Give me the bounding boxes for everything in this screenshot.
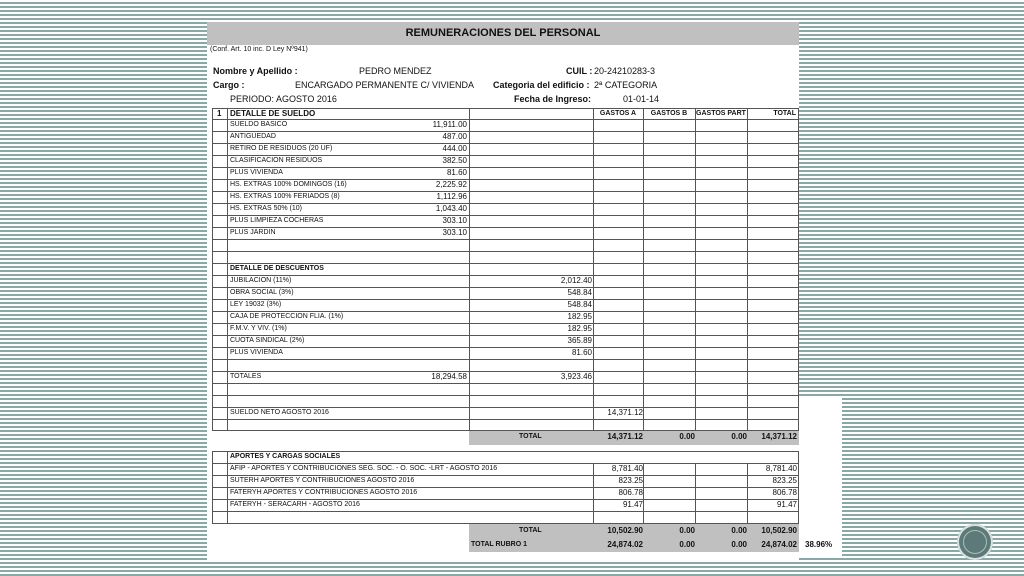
aporte-item-label: FATERYH - SERACARH - AGOSTO 2016 (230, 501, 360, 508)
rubro-part: 0.00 (731, 540, 747, 549)
cuil-value: 20-24210283-3 (594, 66, 656, 76)
sueldo-item-label: HS. EXTRAS 100% DOMINGOS (16) (230, 181, 347, 188)
descuento-item-value: 182.95 (567, 324, 592, 333)
name-value: PEDRO MENDEZ (359, 66, 432, 76)
cargo-value: ENCARGADO PERMANENTE C/ VIVIENDA (295, 80, 475, 90)
sueldo-item-value: 11,911.00 (432, 120, 467, 129)
sueldo-item-label: PLUS LIMPIEZA COCHERAS (230, 217, 324, 224)
descuento-item-label: PLUS VIVIENDA (230, 349, 283, 356)
col-total: TOTAL (773, 110, 796, 117)
descuento-item-value: 182.95 (567, 312, 592, 321)
aporte-item-label: AFIP - APORTES Y CONTRIBUCIONES SEG. SOC. - O. SOC. -LRT - AGOSTO 2016 (230, 465, 498, 472)
sueldo-item-label: CLASIFICACION RESIDUOS (230, 157, 323, 164)
ingreso-value: 01-01-14 (623, 94, 660, 104)
descuento-item-label: OBRA SOCIAL (3%) (230, 289, 294, 296)
aporte-item-total: 8,781.40 (765, 464, 797, 473)
col-gastos-b: GASTOS B (650, 110, 688, 117)
descuento-item-label: F.M.V. Y VIV. (1%) (230, 325, 287, 332)
sheet-title: REMUNERACIONES DEL PERSONAL (207, 22, 799, 45)
legal-reference: (Conf. Art. 10 inc. D Ley Nº941) (210, 46, 308, 53)
sueldo-item-value: 2,225.92 (435, 180, 467, 189)
descuento-item-label: LEY 19032 (3%) (230, 301, 282, 308)
aporte-item-label: SUTERH APORTES Y CONTRIBUCIONES AGOSTO 2016 (230, 477, 415, 484)
slide-nav-button[interactable] (957, 524, 993, 560)
aporte-item-a: 91.47 (622, 500, 643, 509)
descuento-item-value: 2,012.40 (560, 276, 592, 285)
descuento-item-value: 365.89 (567, 336, 592, 345)
aportes-total-total: 10,502.90 (761, 526, 797, 535)
sueldo-item-value: 382.50 (442, 156, 467, 165)
total-label: TOTAL (519, 433, 542, 440)
total-total: 14,371.12 (761, 432, 797, 441)
totales-label: TOTALES (230, 373, 262, 380)
sueldo-item-label: HS. EXTRAS 100% FERIADOS (8) (230, 193, 340, 200)
aportes-total-b: 0.00 (679, 526, 695, 535)
total-part: 0.00 (731, 432, 747, 441)
sueldo-item-label: SUELDO BASICO (230, 121, 288, 128)
col-gastos-part: GASTOS PART (696, 110, 746, 117)
payroll-sheet (207, 22, 799, 560)
descuento-item-label: CAJA DE PROTECCION FLIA. (1%) (230, 313, 344, 320)
aportes-total-a: 10,502.90 (607, 526, 643, 535)
cuil-label: CUIL : (566, 66, 593, 76)
aporte-item-label: FATERYH APORTES Y CONTRIBUCIONES AGOSTO 2016 (230, 489, 418, 496)
sueldo-item-label: ANTIGÜEDAD (230, 133, 276, 140)
rubro-total: 24,874.02 (761, 540, 797, 549)
total-a: 14,371.12 (607, 432, 643, 441)
aporte-item-a: 8,781.40 (611, 464, 643, 473)
cargo-label: Cargo : (213, 80, 245, 90)
nav-circle-icon (963, 530, 987, 554)
totales-sueldo: 18,294.58 (431, 372, 467, 381)
aportes-total-part: 0.00 (731, 526, 747, 535)
neto-value: 14,371.12 (607, 408, 643, 417)
col-gastos-a: GASTOS A (599, 110, 637, 117)
category-value: 2ª CATEGORIA (594, 80, 658, 90)
sueldo-item-label: PLUS VIVIENDA (230, 169, 283, 176)
sueldo-item-value: 1,112.96 (436, 192, 467, 201)
row-number: 1 (217, 109, 222, 118)
percent-extension (799, 398, 842, 558)
category-label: Categoria del edificio : (493, 80, 590, 90)
period: PERIODO: AGOSTO 2016 (230, 94, 337, 104)
descuentos-header: DETALLE DE DESCUENTOS (230, 265, 324, 272)
total-b: 0.00 (679, 432, 695, 441)
rubro-a: 24,874.02 (607, 540, 643, 549)
rubro-label: TOTAL RUBRO 1 (471, 541, 528, 548)
sueldo-item-label: HS. EXTRAS 50% (10) (230, 205, 302, 212)
rubro-b: 0.00 (679, 540, 695, 549)
neto-label: SUELDO NETO AGOSTO 2016 (230, 409, 329, 416)
sueldo-item-value: 1,043.40 (435, 204, 467, 213)
rubro-percent: 38.96% (805, 540, 833, 549)
aporte-item-a: 806.78 (618, 488, 643, 497)
sueldo-item-value: 303.10 (442, 216, 467, 225)
aportes-header: APORTES Y CARGAS SOCIALES (230, 453, 341, 460)
sueldo-item-value: 81.60 (446, 168, 467, 177)
name-label: Nombre y Apellido : (213, 66, 298, 76)
aporte-item-a: 823.25 (618, 476, 643, 485)
descuento-item-value: 81.60 (571, 348, 592, 357)
aporte-item-total: 91.47 (776, 500, 797, 509)
descuento-item-value: 548.84 (567, 300, 592, 309)
descuento-item-value: 548.84 (567, 288, 592, 297)
sueldo-item-value: 303.10 (442, 228, 467, 237)
aporte-item-total: 806.78 (772, 488, 797, 497)
descuento-item-label: CUOTA SINDICAL (2%) (230, 337, 305, 344)
sueldo-item-value: 487.00 (442, 132, 467, 141)
aportes-total-label: TOTAL (519, 527, 542, 534)
sueldo-item-label: PLUS JARDIN (230, 229, 276, 236)
ingreso-label: Fecha de Ingreso: (514, 94, 592, 104)
descuento-item-label: JUBILACION (11%) (230, 277, 292, 284)
sueldo-item-label: RETIRO DE RESIDUOS (20 UF) (230, 145, 333, 152)
sueldo-header: DETALLE DE SUELDO (230, 109, 316, 118)
aporte-item-total: 823.25 (772, 476, 797, 485)
totales-descuentos: 3,923.46 (560, 372, 592, 381)
sueldo-item-value: 444.00 (442, 144, 467, 153)
